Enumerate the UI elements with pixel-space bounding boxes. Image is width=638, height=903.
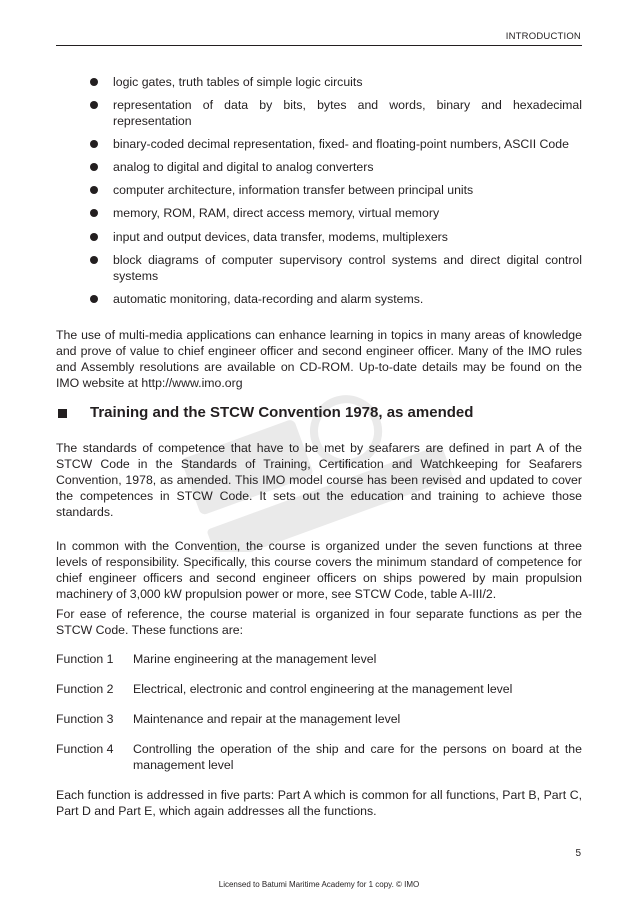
bullet-item: memory, ROM, RAM, direct access memory, virtual memory	[56, 205, 582, 221]
function-label: Function 2	[56, 682, 114, 696]
standards-paragraph: The standards of competence that have to be met by seafarers are defined in part A of the STCW Code in the Standards of Training, Certification and Watchkeeping for Seafarers Convention, 1978, as amended. This IMO model course has been revised and updated to cover the competences in STCW Code. It sets out the education and training to achieve those standards.	[56, 441, 582, 519]
bullet-icon	[90, 78, 98, 86]
bullet-item: representation of data by bits, bytes and words, binary and hexadecimal representation	[56, 97, 582, 129]
bullet-icon	[90, 256, 98, 264]
function-description: Maintenance and repair at the management level	[133, 712, 401, 726]
reference-paragraph: For ease of reference, the course material is organized in four separate functions as per the STCW Code. These functions are:	[56, 607, 582, 637]
section-heading-text: Training and the STCW Convention 1978, as amended	[90, 404, 474, 421]
bullet-item: computer architecture, information transfer between principal units	[56, 182, 582, 198]
page-number: 5	[575, 848, 581, 859]
function-label: Function 3	[56, 712, 114, 726]
square-bullet-icon	[58, 409, 67, 418]
bullet-item: binary-coded decimal representation, fixed- and floating-point numbers, ASCII Code	[56, 136, 582, 152]
bullet-icon	[90, 295, 98, 303]
multimedia-paragraph: The use of multi-media applications can enhance learning in topics in many areas of knowledge and prove of value to chief engineer officer and second engineer officer. Many of the IMO rules and Assembly resolutions are available on CD-ROM. Up-to-date details may be found on the IMO website at http://www.imo.org	[56, 328, 582, 390]
bullet-item: automatic monitoring, data-recording and alarm systems.	[56, 291, 582, 307]
bullet-item: analog to digital and digital to analog converters	[56, 159, 582, 175]
bullet-icon	[90, 233, 98, 241]
function-description: Electrical, electronic and control engineering at the management level	[133, 682, 513, 696]
bullet-icon	[90, 140, 98, 148]
parts-paragraph: Each function is addressed in five parts: Part A which is common for all functions, Part B, Part C, Part D and Part E, which again addresses all the functions.	[56, 788, 582, 818]
bullet-icon	[90, 163, 98, 171]
running-header: INTRODUCTION	[505, 31, 581, 42]
function-label: Function 1	[56, 652, 114, 666]
function-description: Marine engineering at the management level	[133, 652, 377, 666]
bullet-item: block diagrams of computer supervisory control systems and direct digital control systems	[56, 252, 582, 284]
bullet-item: input and output devices, data transfer, modems, multiplexers	[56, 229, 582, 245]
bullet-icon	[90, 209, 98, 217]
functions-levels-paragraph: In common with the Convention, the course is organized under the seven functions at three levels of responsibility. Specifically, this course covers the minimum standard of competence for chief engineer officers and second engineer officers on ships powered by main propulsion machinery of 3,000 kW propulsion power or more, see STCW Code, table A-III/2.	[56, 539, 582, 601]
topic-bullet-list	[56, 74, 582, 314]
function-label: Function 4	[56, 742, 114, 756]
header-rule	[56, 45, 582, 46]
bullet-icon	[90, 101, 98, 109]
license-footer: Licensed to Batumi Maritime Academy for 1 copy. © IMO	[218, 880, 420, 889]
bullet-item: logic gates, truth tables of simple logic circuits	[56, 74, 582, 90]
bullet-icon	[90, 186, 98, 194]
function-description: Controlling the operation of the ship and care for the persons on board at the management level	[133, 742, 582, 772]
